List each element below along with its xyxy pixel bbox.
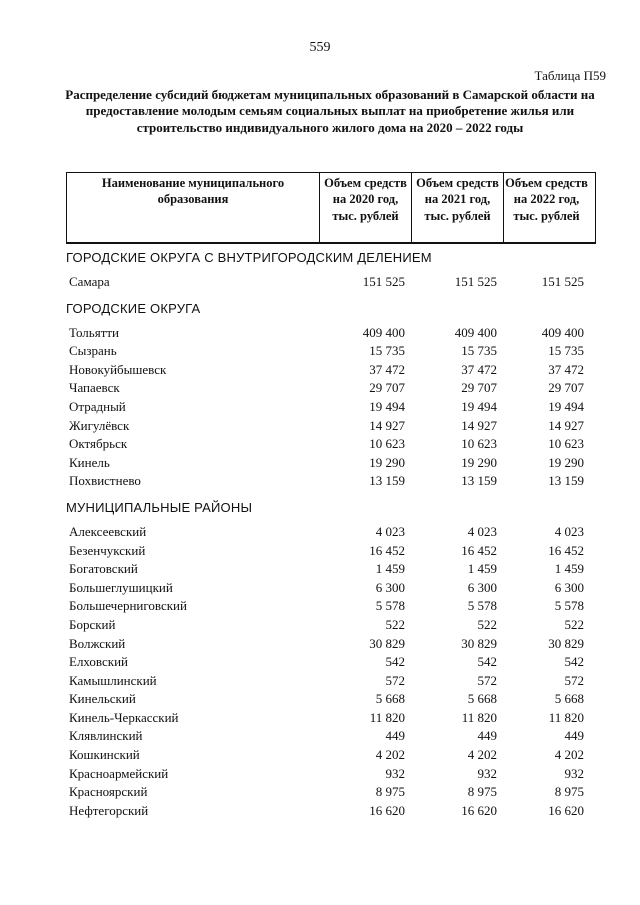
value-2022: 30 829 [548, 635, 584, 651]
value-2022: 11 820 [548, 709, 584, 725]
value-2022: 15 735 [548, 343, 584, 359]
value-2022: 14 927 [548, 417, 584, 433]
value-2022: 4 023 [554, 523, 584, 539]
value-2021: 16 452 [461, 542, 497, 558]
row-name: Тольятти [69, 324, 120, 340]
value-2020: 37 472 [369, 361, 405, 377]
table-row [66, 802, 596, 821]
table-title: Распределение субсидий бюджетам муниципальных образований в Самарской области на предоставление молодым семьям социальных выплат на приобретение жилья или строительство индивидуального жилого дома на 2020 – 2022 годы [65, 87, 595, 135]
table-row [66, 417, 596, 436]
row-name: Самара [69, 274, 110, 289]
value-2020: 409 400 [362, 324, 405, 340]
value-2022: 13 159 [548, 473, 584, 489]
table-row [66, 342, 596, 361]
value-2021: 19 290 [461, 454, 497, 470]
value-2021: 30 829 [461, 635, 497, 651]
table-row [66, 746, 596, 765]
value-2020: 16 452 [369, 542, 405, 558]
value-2021: 542 [477, 654, 497, 670]
row-name: Богатовский [69, 561, 138, 577]
table-header [66, 172, 596, 244]
table-row [66, 560, 596, 579]
value-2021: 11 820 [461, 709, 497, 725]
value-2020: 15 735 [369, 343, 405, 359]
value-2020: 932 [385, 765, 405, 781]
value-2022: 10 623 [548, 436, 584, 452]
table-body [66, 250, 596, 820]
value-2021: 4 202 [467, 747, 497, 763]
value-2022: 522 [564, 616, 584, 632]
table-row [66, 273, 596, 292]
row-name: Красноярский [69, 784, 148, 800]
value-2020: 572 [385, 672, 405, 688]
value-2020: 19 290 [369, 454, 405, 470]
value-2022: 6 300 [554, 579, 584, 595]
header-2020: Объем средств на 2020 год, тыс. рублей [320, 173, 412, 242]
value-2020: 14 927 [369, 417, 405, 433]
row-name: Камышлинский [69, 672, 157, 688]
value-2021: 37 472 [461, 361, 497, 377]
table-row [66, 672, 596, 691]
value-2020: 449 [385, 728, 405, 744]
value-2021: 932 [477, 765, 497, 781]
row-name: Красноармейский [69, 765, 169, 781]
row-name: Октябрьск [69, 436, 128, 452]
table-row [66, 727, 596, 746]
value-2021: 449 [477, 728, 497, 744]
value-2020: 16 620 [369, 802, 405, 818]
value-2021: 6 300 [467, 579, 497, 595]
value-2020: 6 300 [375, 579, 405, 595]
value-2020: 542 [385, 654, 405, 670]
row-name: Похвистнево [69, 473, 141, 489]
value-2022: 5 668 [554, 691, 584, 707]
value-2022: 449 [564, 728, 584, 744]
table-label: Таблица П59 [534, 68, 606, 83]
value-2022: 19 494 [548, 398, 584, 414]
value-2021: 4 023 [467, 523, 497, 539]
header-2021: Объем средств на 2021 год, тыс. рублей [412, 173, 504, 242]
table-row [66, 398, 596, 417]
table-row [66, 454, 596, 473]
value-2021: 13 159 [461, 473, 497, 489]
table-row [66, 542, 596, 561]
row-name: Новокуйбышевск [69, 361, 167, 377]
value-2021: 5 668 [467, 691, 497, 707]
value-2020: 4 202 [375, 747, 405, 763]
value-2021: 15 735 [461, 343, 497, 359]
value-2021: 8 975 [467, 784, 497, 800]
table-row [66, 579, 596, 598]
value-2022: 5 578 [554, 598, 584, 614]
value-2021: 14 927 [461, 417, 497, 433]
row-name: Кинельский [69, 691, 136, 707]
value-2020: 13 159 [369, 473, 405, 489]
row-name: Алексеевский [69, 523, 147, 539]
value-2022: 16 452 [548, 542, 584, 558]
value-2020: 11 820 [369, 709, 405, 725]
value-2021: 522 [477, 616, 497, 632]
value-2020: 5 668 [375, 691, 405, 707]
section-title: ГОРОДСКИЕ ОКРУГА [66, 300, 201, 316]
table-row [66, 653, 596, 672]
value-2020: 5 578 [375, 598, 405, 614]
table-row [66, 635, 596, 654]
table-row [66, 709, 596, 728]
row-name: Большечерниговский [69, 598, 187, 614]
section-title: ГОРОДСКИЕ ОКРУГА С ВНУТРИГОРОДСКИМ ДЕЛЕНИЕМ [66, 250, 432, 265]
value-2021: 5 578 [467, 598, 497, 614]
value-2022: 1 459 [554, 561, 584, 577]
row-name: Волжский [69, 635, 126, 651]
value-2022: 29 707 [548, 380, 584, 396]
table-row [66, 435, 596, 454]
row-name: Отрадный [69, 398, 126, 414]
value-2022: 542 [564, 654, 584, 670]
value-2022: 19 290 [548, 454, 584, 470]
header-2022: Объем средств на 2022 год, тыс. рублей [505, 176, 588, 223]
table-row [66, 783, 596, 802]
value-2022: 572 [564, 672, 584, 688]
value-2021: 16 620 [461, 802, 497, 818]
section-title: МУНИЦИПАЛЬНЫЕ РАЙОНЫ [66, 499, 253, 515]
row-name: Кинель-Черкасский [69, 709, 179, 725]
value-2020: 10 623 [369, 436, 405, 452]
value-2020: 522 [385, 616, 405, 632]
value-2020: 29 707 [369, 380, 405, 396]
table-row [66, 523, 596, 542]
page-number: 559 [309, 40, 331, 55]
row-name: Жигулёвск [69, 417, 130, 433]
value-2020: 30 829 [369, 635, 405, 651]
row-name: Кошкинский [69, 747, 140, 763]
row-name: Безенчукский [69, 542, 146, 558]
row-name: Борский [69, 616, 116, 632]
table-row [66, 765, 596, 784]
value-2021: 19 494 [461, 398, 497, 414]
row-name: Большеглушицкий [69, 579, 173, 595]
value-2020: 1 459 [375, 561, 405, 577]
value-2020: 4 023 [375, 523, 405, 539]
value-2021: 29 707 [461, 380, 497, 396]
value-2020: 8 975 [375, 784, 405, 800]
value-2022: 932 [564, 765, 584, 781]
value-2021: 151 525 [454, 274, 497, 289]
value-2021: 409 400 [454, 324, 497, 340]
value-2022: 16 620 [548, 802, 584, 818]
row-name: Нефтегорский [69, 802, 149, 818]
header-name: Наименование муниципального образования [67, 173, 320, 242]
value-2022: 8 975 [554, 784, 584, 800]
row-name: Кинель [69, 454, 110, 470]
value-2021: 1 459 [467, 561, 497, 577]
value-2022: 409 400 [541, 324, 584, 340]
value-2020: 19 494 [369, 398, 405, 414]
table-row [66, 324, 596, 343]
value-2021: 572 [477, 672, 497, 688]
row-name: Елховский [69, 654, 128, 670]
table-row [66, 472, 596, 491]
value-2021: 10 623 [461, 436, 497, 452]
row-name: Чапаевск [69, 380, 120, 396]
table-row [66, 690, 596, 709]
value-2022: 4 202 [554, 747, 584, 763]
row-name: Сызрань [69, 343, 117, 359]
table-row [66, 616, 596, 635]
value-2022: 37 472 [548, 361, 584, 377]
table-row [66, 597, 596, 616]
table-row [66, 379, 596, 398]
value-2020: 151 525 [362, 274, 405, 289]
table-row [66, 361, 596, 380]
row-name: Клявлинский [69, 728, 143, 744]
value-2022: 151 525 [541, 274, 584, 289]
